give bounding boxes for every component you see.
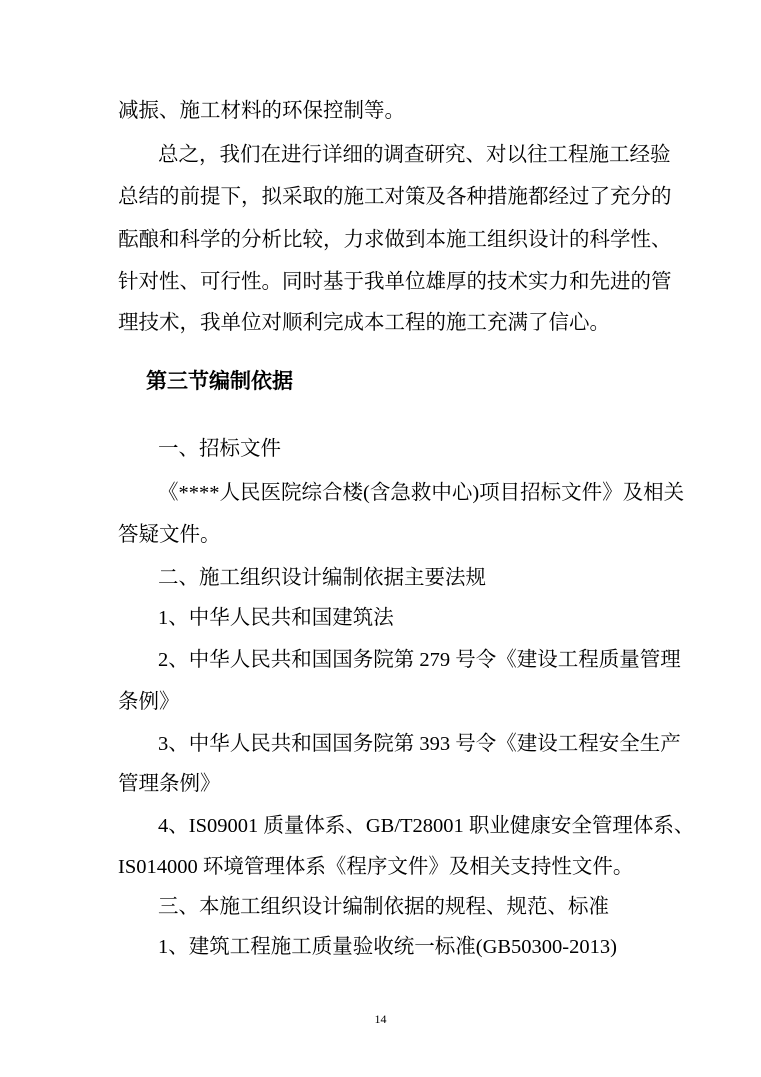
list-item: 1、中华人民共和国建筑法	[158, 607, 394, 629]
list-item: 1、建筑工程施工质量验收统一标准(GB50300-2013)	[158, 936, 617, 958]
paragraph-line: 酝酿和科学的分析比较，力求做到本施工组织设计的科学性、	[118, 229, 672, 251]
list-item: 3、中华人民共和国国务院第 393 号令《建设工程安全生产	[158, 733, 681, 755]
paragraph-line: 理技术，我单位对顺利完成本工程的施工充满了信心。	[118, 312, 610, 334]
list-item-continued: IS014000 环境管理体系《程序文件》及相关支持性文件。	[118, 856, 634, 878]
subheading: 三、本施工组织设计编制依据的规程、规范、标准	[158, 896, 609, 918]
paragraph-line: 答疑文件。	[118, 524, 221, 546]
subheading: 一、招标文件	[158, 438, 281, 460]
paragraph-line: 《****人民医院综合楼(含急救中心)项目招标文件》及相关	[158, 482, 685, 504]
section-heading: 第三节编制依据	[146, 369, 293, 393]
paragraph-line: 总结的前提下，拟采取的施工对策及各种措施都经过了充分的	[118, 186, 672, 208]
page-number: 14	[374, 1012, 387, 1026]
subheading: 二、施工组织设计编制依据主要法规	[158, 567, 486, 589]
list-item-continued: 管理条例》	[118, 773, 221, 795]
paragraph-line: 针对性、可行性。同时基于我单位雄厚的技术实力和先进的管	[118, 271, 672, 293]
list-item-continued: 条例》	[118, 691, 180, 713]
list-item: 2、中华人民共和国国务院第 279 号令《建设工程质量管理	[158, 649, 681, 671]
paragraph-line: 减振、施工材料的环保控制等。	[118, 100, 405, 122]
paragraph-line: 总之，我们在进行详细的调查研究、对以往工程施工经验	[158, 144, 671, 166]
list-item: 4、IS09001 质量体系、GB/T28001 职业健康安全管理体系、	[158, 815, 695, 837]
